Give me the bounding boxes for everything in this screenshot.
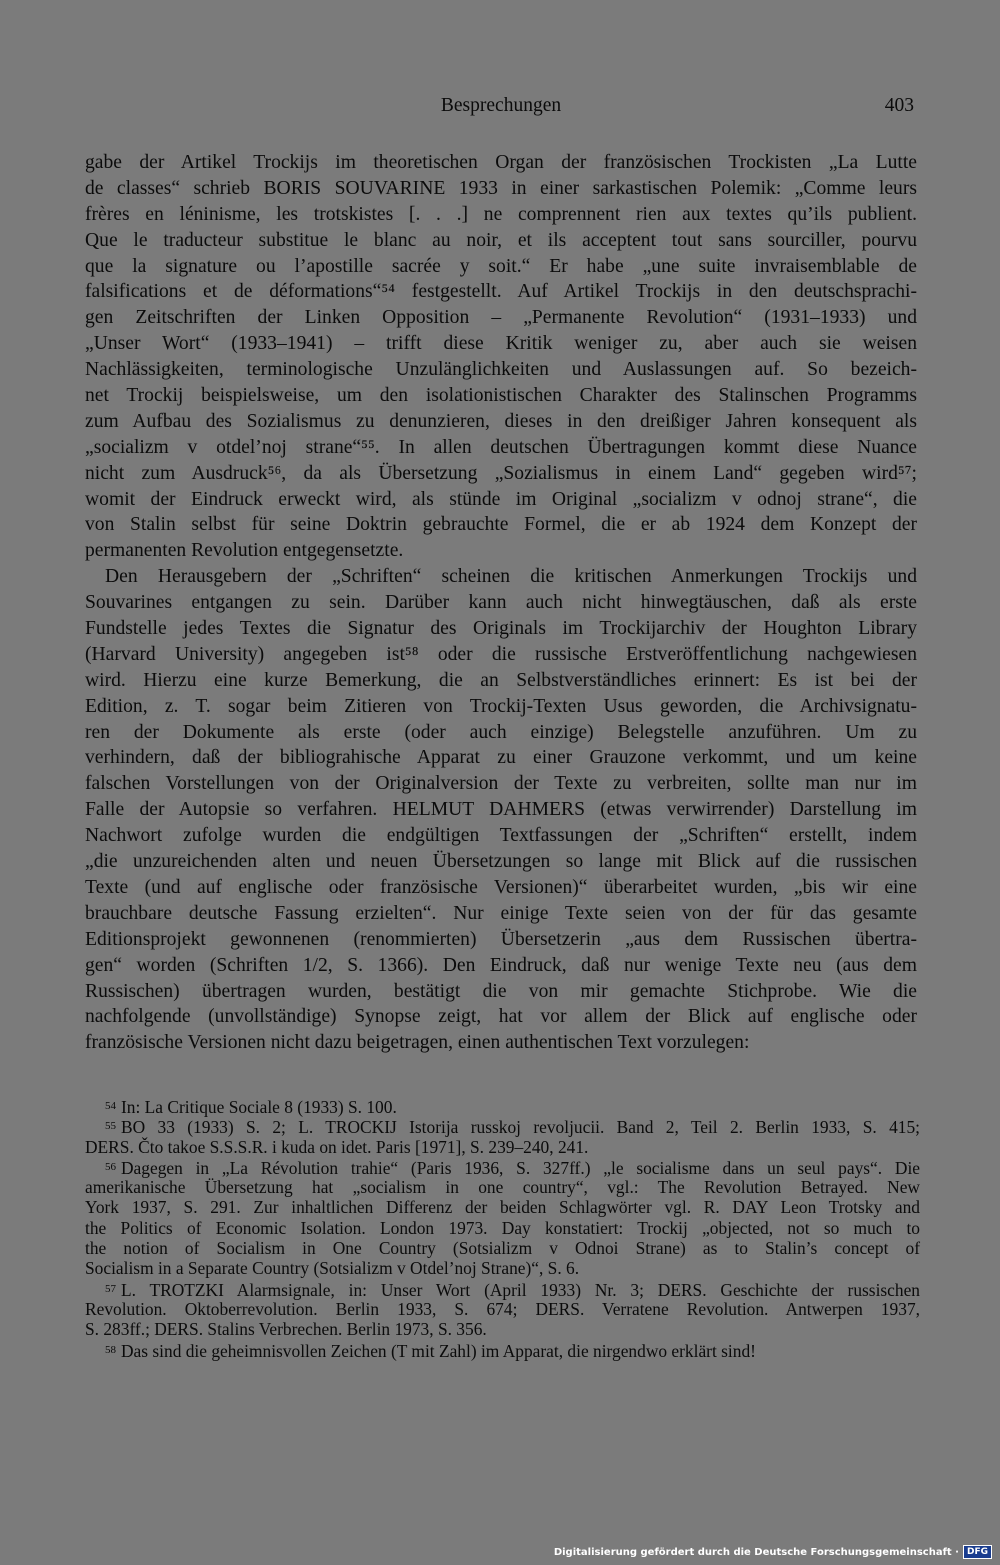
text-line: „Unser Wort“ (1933–1941) – trifft diese Kritik weniger zu, aber auch sie weisen <box>85 333 917 355</box>
text-line: nachfolgende (unvollständige) Synopse zeigt, hat vor allem der Blick auf englische oder <box>85 1006 917 1028</box>
text-line: Souvarines entgangen zu sein. Darüber kann auch nicht hinwegtäuschen, daß als erste <box>85 592 917 614</box>
footnote-57-line: S. 283ff.; DERS. Stalins Verbrechen. Berlin 1973, S. 356. <box>85 1319 487 1340</box>
text-line: brauchbare deutsche Fassung erzielten“. Nur einige Texte seien von der für das gesamte <box>85 902 917 924</box>
text-line: verhindern, daß der bibliograhische Apparat zu einer Grauzone verkommt, und um keine <box>85 747 917 769</box>
text-line: gen Zeitschriften der Linken Opposition – „Permanente Revolution“ (1931–1933) und <box>85 307 917 329</box>
text-line: Texte (und auf englische oder französische Versionen)“ überarbeitet wurden, „bis wir eine <box>85 876 917 898</box>
footnote-56 <box>85 1157 920 1177</box>
footnote-56-line: the notion of Socialism in One Country (Sotsializm v Odnoi Strane) as to Stalin’s concept of <box>85 1238 920 1259</box>
text-line: de classes“ schrieb BORIS SOUVARINE 1933 in einer sarkastischen Polemik: „Comme leurs <box>85 177 917 199</box>
text-line: permanenten Revolution entgegensetzte. <box>85 540 404 562</box>
text-line: wird. Hierzu eine kurze Bemerkung, die an Selbstverständliches erinnert: Es ist bei der <box>85 669 917 691</box>
running-title: Besprechungen <box>440 95 562 116</box>
footnote-58 <box>85 1340 920 1360</box>
footnote-number: 56 <box>105 1160 116 1173</box>
footnotes <box>85 1096 920 1360</box>
page-number: 403 <box>884 95 914 116</box>
footnote-text: L. TROTZKI Alarmsignale, in: Unser Wort (April 1933) Nr. 3; DERS. Geschichte der russischen <box>121 1279 920 1300</box>
text-line: gabe der Artikel Trockijs im theoretischen Organ der französischen Trockisten „La Lutte <box>85 152 917 173</box>
text-line: Falle der Autopsie so verfahren. HELMUT DAHMERS (etwas verwirrender) Darstellung im <box>85 799 917 821</box>
text-line: Fundstelle jedes Textes die Signatur des Originals im Trockijarchiv der Houghton Library <box>85 618 917 640</box>
footnote-55-line: DERS. Čto takoe S.S.S.R. i kuda on idet. Paris [1971], S. 239–240, 241. <box>85 1136 589 1157</box>
text-line: Russischen) übertragen wurden, bestätigt die von mir gemachte Stichprobe. Wie die <box>85 980 917 1002</box>
text-line: Nachlässigkeiten, terminologische Unzulänglichkeiten und Auslassungen auf. So bezeich- <box>85 359 917 381</box>
text-line: falsifications et de déformations“⁵⁴ festgestellt. Auf Artikel Trockijs in den deutschsprachi- <box>85 281 917 303</box>
footnote-57-line: Revolution. Oktoberrevolution. Berlin 1933, S. 674; DERS. Verratene Revolution. Antwerpen 1937, <box>85 1298 920 1319</box>
page-header <box>85 95 917 121</box>
text-line: „socializm v otdel’noj strane“⁵⁵. In allen deutschen Übertragungen kommt diese Nuance <box>85 436 917 458</box>
dfg-logo: DFG <box>963 1545 992 1559</box>
text-line: net Trockij beispielsweise, um den isolationistischen Charakter des Stalinschen Programms <box>85 385 917 407</box>
footnote-55 <box>85 1116 920 1136</box>
footnote-57 <box>85 1279 920 1299</box>
footnote-56-line: amerikanische Übersetzung hat „socialism in one country“, vgl.: The Revolution Betrayed. New <box>85 1177 920 1198</box>
text-line: Nachwort zufolge wurden die endgültigen Textfassungen der „Schriften“ erstellt, indem <box>85 825 917 847</box>
credit-text: Digitalisierung gefördert durch die Deutsche Forschungsgemeinschaft · <box>553 1546 959 1558</box>
text-line: zum Aufbau des Sozialismus zu denunzieren, dieses in den dreißiger Jahren konsequent als <box>85 410 917 432</box>
text-line: Den Herausgebern der „Schriften“ scheinen die kritischen Anmerkungen Trockijs und <box>105 566 917 588</box>
footnote-number: 54 <box>105 1100 116 1112</box>
footnote-54 <box>85 1096 920 1116</box>
text-line: Que le traducteur substitue le blanc au noir, et ils acceptent tout sans sourciller, pourvu <box>85 229 917 251</box>
text-line: von Stalin selbst für seine Doktrin gebrauchte Formel, die er ab 1924 dem Konzept der <box>85 514 917 536</box>
footnote-number: 57 <box>105 1282 116 1295</box>
footnote-number: 58 <box>105 1343 116 1356</box>
footnote-text: In: La Critique Sociale 8 (1933) S. 100. <box>121 1097 397 1117</box>
text-line: ren der Dokumente als erste (oder auch einzige) Belegstelle anzuführen. Um zu <box>85 721 917 743</box>
text-line: nicht zum Ausdruck⁵⁶, da als Übersetzung „Sozialismus in einem Land“ gegeben wird⁵⁷; <box>85 462 917 484</box>
footnote-56-line: the Politics of Economic Isolation. London 1973. Day konstatiert: Trockij „objected, not so much to <box>85 1217 920 1238</box>
text-line: womit der Eindruck erweckt wird, als stünde im Original „socializm v odnoj strane“, die <box>85 488 917 510</box>
text-line: gen“ worden (Schriften 1/2, S. 1366). Den Eindruck, daß nur wenige Texte neu (aus dem <box>85 954 917 976</box>
digitization-credit <box>554 1544 992 1560</box>
text-line: (Harvard University) angegeben ist⁵⁸ oder die russische Erstveröffentlichung nachgewiesen <box>85 643 917 665</box>
footnote-text: BO 33 (1933) S. 2; L. TROCKIJ Istorija russkoj revoljucii. Band 2, Teil 2. Berlin 1933, S. 415; <box>121 1117 920 1138</box>
footnote-text: Das sind die geheimnisvollen Zeichen (T mit Zahl) im Apparat, die nirgendwo erklärt sind! <box>121 1340 756 1361</box>
footnote-number: 55 <box>105 1120 116 1133</box>
text-line: französische Versionen nicht dazu beigetragen, einen authentischen Text vorzulegen: <box>85 1032 750 1054</box>
text-line: Editionsprojekt gewonnenen (renommierten) Übersetzerin „aus dem Russischen übertra- <box>85 928 917 950</box>
text-line: frères en léninisme, les trotskistes [. . .] ne comprennent rien aux textes qu’ils publient. <box>85 203 917 225</box>
footnote-56-line: York 1937, S. 291. Zur inhaltlichen Differenz der beiden Schlagwörter vgl. R. DAY Leon Trotsky and <box>85 1197 920 1218</box>
main-text <box>85 150 917 1056</box>
footnote-56-line: Socialism in a Separate Country (Sotsializm v Otdel’noj Strane)“, S. 6. <box>85 1258 580 1279</box>
text-line: que la signature ou l’apostille sacrée y soit.“ Er habe „une suite invraisemblable de <box>85 255 917 277</box>
footnote-text: Dagegen in „La Révolution trahie“ (Paris 1936, S. 327ff.) „le socialisme dans un seul pays“. Die <box>121 1157 920 1178</box>
text-line: Edition, z. T. sogar beim Zitieren von Trockij-Texten Usus geworden, die Archivsignatu- <box>85 695 917 717</box>
text-line: „die unzureichenden alten und neuen Übersetzungen so lange mit Blick auf die russischen <box>85 851 917 873</box>
text-line: falschen Vorstellungen von der Originalversion der Texte zu verbreiten, sollte man nur im <box>85 773 917 795</box>
